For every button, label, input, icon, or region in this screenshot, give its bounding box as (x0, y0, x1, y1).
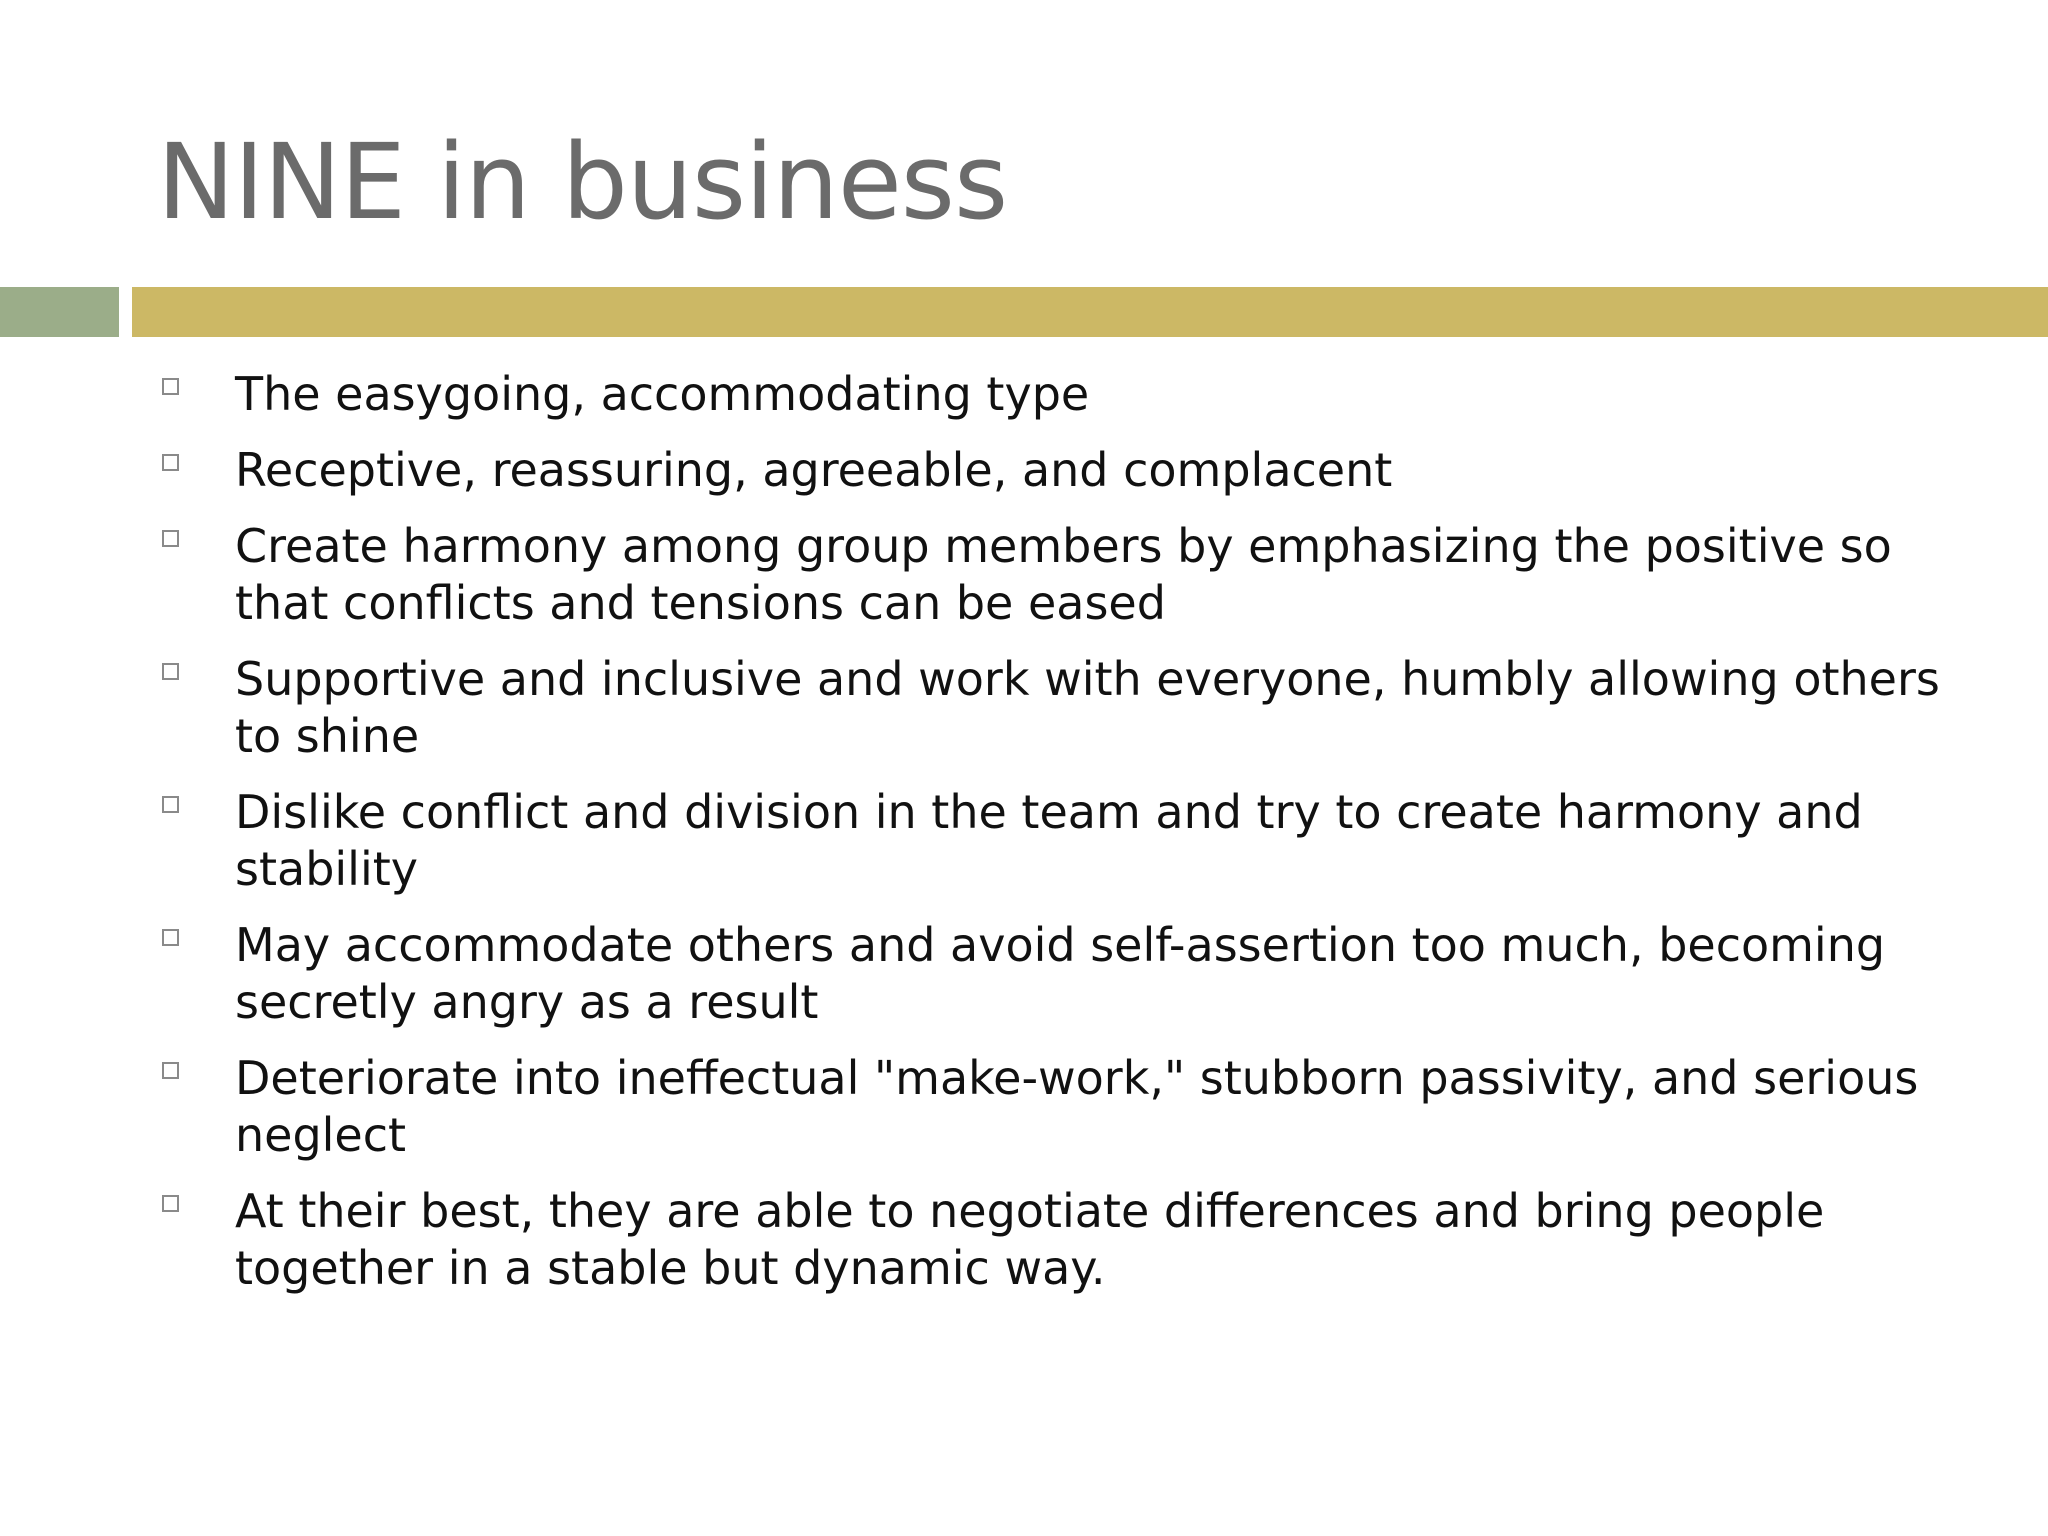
square-bullet-icon (162, 378, 179, 395)
bullet-item (157, 518, 1957, 632)
bullet-item (157, 366, 1957, 423)
square-bullet-icon (162, 454, 179, 471)
bullet-item (157, 651, 1957, 765)
bullet-item (157, 784, 1957, 898)
bullet-text: At their best, they are able to negotiate differences and bring people together in a stable but dynamic way. (235, 1184, 1825, 1295)
square-bullet-icon (162, 530, 179, 547)
slide-title: NINE in business (157, 121, 1008, 243)
bullet-text: Supportive and inclusive and work with everyone, humbly allowing others to shine (235, 652, 1940, 763)
accent-bar-right (132, 287, 2048, 337)
bullet-item (157, 1183, 1957, 1297)
bullet-text: The easygoing, accommodating type (235, 367, 1090, 421)
bullet-item (157, 442, 1957, 499)
bullet-text: Deteriorate into ineffectual "make-work," stubborn passivity, and serious neglect (235, 1051, 1919, 1162)
square-bullet-icon (162, 1062, 179, 1079)
square-bullet-icon (162, 796, 179, 813)
bullet-item (157, 917, 1957, 1031)
bullet-text: May accommodate others and avoid self-assertion too much, becoming secretly angry as a result (235, 918, 1886, 1029)
bullet-item (157, 1050, 1957, 1164)
square-bullet-icon (162, 663, 179, 680)
square-bullet-icon (162, 929, 179, 946)
accent-bar-left (0, 287, 119, 337)
square-bullet-icon (162, 1195, 179, 1212)
bullet-text: Create harmony among group members by emphasizing the positive so that conflicts and tensions can be eased (235, 519, 1892, 630)
bullet-text: Dislike conflict and division in the team and try to create harmony and stability (235, 785, 1863, 896)
bullet-list (157, 366, 1957, 1316)
bullet-text: Receptive, reassuring, agreeable, and complacent (235, 443, 1393, 497)
